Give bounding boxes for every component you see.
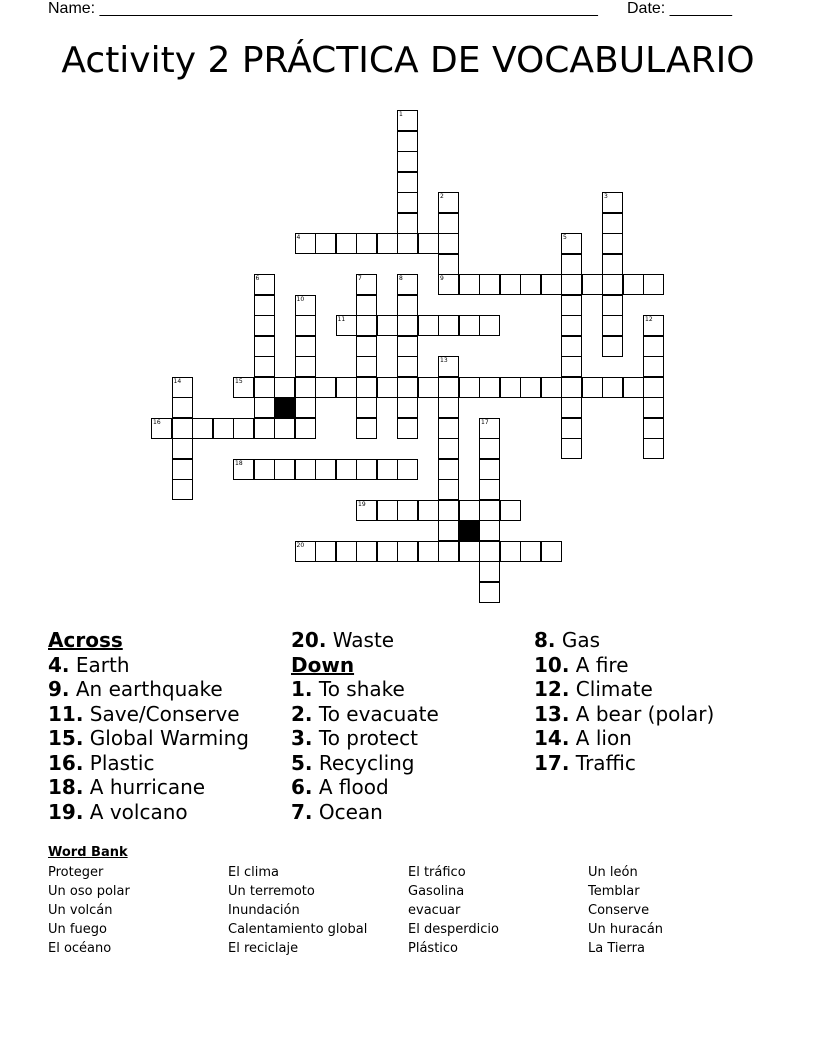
grid-cell[interactable] (397, 459, 418, 480)
grid-cell[interactable] (377, 500, 398, 521)
grid-cell[interactable] (561, 438, 582, 459)
grid-cell[interactable] (397, 315, 418, 336)
grid-cell[interactable] (479, 479, 500, 500)
grid-cell[interactable] (254, 356, 275, 377)
clue-number: 19 (358, 500, 366, 508)
word-bank-item: La Tierra (588, 941, 645, 956)
word-bank-item: El reciclaje (228, 941, 299, 956)
clue-across-16: 16. Plastic (48, 750, 155, 775)
grid-cell[interactable] (397, 213, 418, 234)
grid-cell[interactable] (602, 315, 623, 336)
grid-cell[interactable] (377, 377, 398, 398)
grid-cell[interactable] (561, 274, 582, 295)
grid-cell[interactable] (356, 356, 377, 377)
grid-cell[interactable] (541, 541, 562, 562)
grid-cell[interactable] (315, 541, 336, 562)
word-bank-item: evacuar (408, 903, 461, 918)
grid-cell[interactable] (172, 438, 193, 459)
grid-cell[interactable] (397, 233, 418, 254)
grid-cell[interactable] (438, 418, 459, 439)
grid-cell[interactable] (295, 356, 316, 377)
grid-cell[interactable] (172, 397, 193, 418)
grid-cell[interactable] (561, 295, 582, 316)
clue-across-11: 11. Save/Conserve (48, 701, 240, 726)
clues-column-2 (291, 628, 439, 824)
grid-cell[interactable] (561, 397, 582, 418)
grid-cell[interactable] (479, 418, 500, 439)
grid-cell[interactable] (397, 172, 418, 193)
grid-cell[interactable] (459, 315, 480, 336)
grid-cell[interactable] (438, 213, 459, 234)
clue-down-2: 2. To evacuate (291, 701, 439, 726)
grid-cell[interactable] (397, 151, 418, 172)
word-bank-item: Gasolina (408, 884, 465, 899)
grid-cell[interactable] (295, 397, 316, 418)
grid-cell[interactable] (274, 377, 295, 398)
grid-cell[interactable] (295, 377, 316, 398)
clue-number: 4 (296, 234, 301, 241)
clue-number: 17 (481, 418, 489, 426)
clue-number: 13 (440, 357, 448, 364)
grid-cell[interactable] (500, 541, 521, 562)
grid-cell[interactable] (602, 377, 623, 398)
word-bank-column-4 (588, 863, 663, 958)
word-bank-item: El océano (48, 941, 112, 956)
grid-cell[interactable] (479, 438, 500, 459)
grid-cell[interactable] (233, 459, 254, 480)
grid-cell[interactable] (479, 315, 500, 336)
grid-cell[interactable] (233, 377, 254, 398)
clue-number: 1 (399, 111, 403, 118)
clue-down-14: 14. A lion (534, 726, 632, 750)
clue-number: 7 (358, 275, 362, 282)
grid-cell[interactable] (643, 315, 664, 336)
word-bank-item: Un volcán (48, 903, 113, 918)
grid-cell[interactable] (213, 418, 234, 439)
grid-cell[interactable] (192, 418, 213, 439)
date-field[interactable]: Date: _______ (627, 0, 732, 17)
grid-cell[interactable] (254, 377, 275, 398)
clue-down-8: 8. Gas (534, 628, 601, 652)
grid-cell[interactable] (418, 377, 439, 398)
grid-cell[interactable] (418, 500, 439, 521)
clue-down-10: 10. A fire (534, 652, 629, 677)
word-bank-item: Conserve (588, 903, 650, 918)
clue-down-17: 17. Traffic (534, 750, 636, 775)
grid-cell[interactable] (336, 541, 357, 562)
grid-cell[interactable] (438, 233, 459, 254)
word-bank-item: El clima (228, 865, 279, 880)
word-bank-item: Temblar (588, 884, 640, 899)
word-bank-item: El tráfico (408, 865, 466, 880)
grid-cell[interactable] (295, 336, 316, 357)
word-bank-item: Un terremoto (228, 884, 315, 899)
grid-cell[interactable] (356, 500, 377, 521)
grid-cell[interactable] (418, 233, 439, 254)
clue-number: 3 (604, 193, 608, 200)
clue-down-6: 6. A flood (291, 775, 389, 799)
grid-cell[interactable] (582, 377, 603, 398)
grid-cell[interactable] (295, 541, 316, 562)
word-bank-column-3 (408, 863, 499, 958)
word-bank-item: Un león (588, 865, 638, 880)
grid-cell[interactable] (459, 541, 480, 562)
clue-number: 20 (296, 541, 305, 549)
grid-cell[interactable] (377, 233, 398, 254)
grid-cell[interactable] (295, 233, 316, 254)
word-bank-item: El desperdicio (408, 922, 499, 937)
grid-cell[interactable] (397, 295, 418, 316)
word-bank-item: Proteger (48, 865, 104, 880)
clue-number: 18 (235, 459, 243, 467)
grid-cell[interactable] (459, 500, 480, 521)
grid-cell[interactable] (254, 459, 275, 480)
grid-cell[interactable] (561, 356, 582, 377)
grid-cell[interactable] (254, 418, 275, 439)
clue-number: 9 (440, 275, 444, 282)
grid-cell[interactable] (479, 520, 500, 541)
grid-cell[interactable] (336, 315, 357, 336)
clue-down-13: 13. A bear (polar) (534, 701, 715, 726)
grid-cell[interactable] (356, 377, 377, 398)
clue-across-4: 4. Earth (48, 652, 130, 677)
grid-cell[interactable] (643, 377, 664, 398)
grid-cell[interactable] (356, 295, 377, 316)
grid-cell[interactable] (254, 336, 275, 357)
grid-cell[interactable] (315, 233, 336, 254)
grid-cell[interactable] (397, 541, 418, 562)
grid-cell[interactable] (254, 397, 275, 418)
word-bank-item: Un fuego (48, 922, 107, 937)
grid-cell[interactable] (397, 131, 418, 152)
grid-cell[interactable] (643, 356, 664, 377)
grid-cell[interactable] (377, 315, 398, 336)
black-square (459, 520, 480, 541)
grid-cell[interactable] (274, 418, 295, 439)
grid-cell[interactable] (418, 315, 439, 336)
grid-cell[interactable] (541, 377, 562, 398)
grid-cell[interactable] (356, 274, 377, 295)
grid-cell[interactable] (295, 295, 316, 316)
grid-cell[interactable] (500, 500, 521, 521)
grid-cell[interactable] (623, 377, 644, 398)
grid-cell[interactable] (356, 315, 377, 336)
grid-cell[interactable] (459, 274, 480, 295)
grid-cell[interactable] (233, 418, 254, 439)
grid-cell[interactable] (295, 459, 316, 480)
grid-cell[interactable] (500, 377, 521, 398)
name-field[interactable]: Name: ________________________________________________________ (48, 0, 598, 17)
grid-cell[interactable] (479, 561, 500, 582)
grid-cell[interactable] (315, 377, 336, 398)
word-bank-item: Calentamiento global (228, 922, 368, 937)
grid-cell[interactable] (397, 418, 418, 439)
clue-across-20: 20. Waste (291, 628, 395, 652)
grid-cell[interactable] (172, 418, 193, 439)
grid-cell[interactable] (172, 377, 193, 398)
grid-cell[interactable] (356, 336, 377, 357)
grid-cell[interactable] (336, 233, 357, 254)
grid-cell[interactable] (295, 315, 316, 336)
grid-cell[interactable] (479, 582, 500, 603)
grid-cell[interactable] (438, 377, 459, 398)
clue-number: 14 (173, 377, 182, 385)
grid-cell[interactable] (479, 274, 500, 295)
word-bank-column-1 (48, 863, 130, 958)
word-bank-item: Un oso polar (48, 884, 130, 899)
grid-cell[interactable] (438, 459, 459, 480)
grid-cell[interactable] (336, 377, 357, 398)
grid-cell[interactable] (397, 397, 418, 418)
clue-down-12: 12. Climate (534, 677, 653, 701)
grid-cell[interactable] (602, 295, 623, 316)
grid-cell[interactable] (397, 192, 418, 213)
clue-number: 16 (153, 418, 161, 426)
clue-number: 10 (296, 295, 305, 303)
grid-cell[interactable] (520, 377, 541, 398)
grid-cell[interactable] (602, 213, 623, 234)
clue-across-19: 19. A volcano (48, 799, 188, 824)
grid-cell[interactable] (356, 541, 377, 562)
grid-cell[interactable] (397, 500, 418, 521)
grid-cell[interactable] (561, 315, 582, 336)
grid-cell[interactable] (643, 336, 664, 357)
grid-cell[interactable] (582, 274, 603, 295)
grid-cell[interactable] (356, 233, 377, 254)
grid-cell[interactable] (602, 274, 623, 295)
word-bank-item: Inundación (228, 903, 300, 918)
word-bank-title: Word Bank (48, 845, 128, 860)
word-bank-column-2 (228, 863, 367, 958)
grid-cell[interactable] (479, 459, 500, 480)
grid-cell[interactable] (274, 459, 295, 480)
grid-cell[interactable] (377, 541, 398, 562)
clue-down-7: 7. Ocean (291, 799, 383, 824)
clue-number: 12 (645, 316, 653, 323)
grid-cell[interactable] (397, 274, 418, 295)
clue-across-15: 15. Global Warming (48, 726, 249, 750)
clue-number: 11 (337, 316, 346, 323)
grid-cell[interactable] (438, 254, 459, 275)
grid-cell[interactable] (295, 418, 316, 439)
grid-cell[interactable] (438, 438, 459, 459)
grid-cell[interactable] (254, 295, 275, 316)
page-title: Activity 2 PRÁCTICA DE VOCABULARIO (61, 40, 755, 81)
grid-cell[interactable] (561, 377, 582, 398)
grid-cell[interactable] (479, 541, 500, 562)
grid-cell[interactable] (643, 438, 664, 459)
clue-number: 6 (255, 275, 260, 282)
grid-cell[interactable] (643, 418, 664, 439)
grid-cell[interactable] (397, 110, 418, 131)
grid-cell[interactable] (418, 541, 439, 562)
clue-number: 15 (235, 377, 243, 385)
grid-cell[interactable] (356, 397, 377, 418)
grid-cell[interactable] (459, 377, 480, 398)
grid-cell[interactable] (500, 274, 521, 295)
grid-cell[interactable] (438, 520, 459, 541)
grid-cell[interactable] (479, 500, 500, 521)
clue-across-9: 9. An earthquake (48, 677, 223, 701)
grid-cell[interactable] (151, 418, 172, 439)
grid-cell[interactable] (315, 459, 336, 480)
word-bank-item: Un huracán (588, 922, 664, 937)
clue-number: 2 (440, 193, 444, 200)
grid-cell[interactable] (520, 541, 541, 562)
grid-cell[interactable] (602, 192, 623, 213)
grid-cell[interactable] (438, 397, 459, 418)
grid-cell[interactable] (254, 274, 275, 295)
grid-cell[interactable] (438, 479, 459, 500)
clues-column-3 (534, 628, 714, 775)
grid-cell[interactable] (602, 336, 623, 357)
grid-cell[interactable] (561, 336, 582, 357)
grid-cell[interactable] (438, 541, 459, 562)
across-heading: Across (48, 628, 123, 652)
grid-cell[interactable] (377, 459, 398, 480)
clue-down-3: 3. To protect (291, 726, 418, 750)
grid-cell[interactable] (172, 479, 193, 500)
grid-cell[interactable] (561, 233, 582, 254)
grid-cell[interactable] (623, 274, 644, 295)
grid-cell[interactable] (479, 377, 500, 398)
grid-cell[interactable] (643, 274, 664, 295)
grid-cell[interactable] (438, 356, 459, 377)
grid-cell[interactable] (397, 336, 418, 357)
grid-cell[interactable] (561, 418, 582, 439)
black-square (274, 397, 295, 418)
grid-cell[interactable] (541, 274, 562, 295)
grid-cell[interactable] (602, 254, 623, 275)
clue-down-1: 1. To shake (291, 677, 405, 701)
clue-across-18: 18. A hurricane (48, 775, 206, 799)
grid-cell[interactable] (336, 459, 357, 480)
grid-cell[interactable] (254, 315, 275, 336)
grid-cell[interactable] (602, 233, 623, 254)
grid-cell[interactable] (172, 459, 193, 480)
word-bank-item: Plástico (408, 941, 459, 956)
grid-cell[interactable] (356, 459, 377, 480)
grid-cell[interactable] (356, 418, 377, 439)
grid-cell[interactable] (397, 356, 418, 377)
grid-cell[interactable] (438, 315, 459, 336)
grid-cell[interactable] (438, 192, 459, 213)
clue-down-5: 5. Recycling (291, 750, 415, 775)
grid-cell[interactable] (643, 397, 664, 418)
clue-number: 5 (563, 234, 567, 241)
clues-column-1 (48, 628, 249, 824)
grid-cell[interactable] (438, 500, 459, 521)
grid-cell[interactable] (520, 274, 541, 295)
grid-cell[interactable] (397, 377, 418, 398)
clue-number: 8 (399, 275, 403, 282)
grid-cell[interactable] (438, 274, 459, 295)
grid-cell[interactable] (561, 254, 582, 275)
down-heading: Down (291, 652, 355, 677)
